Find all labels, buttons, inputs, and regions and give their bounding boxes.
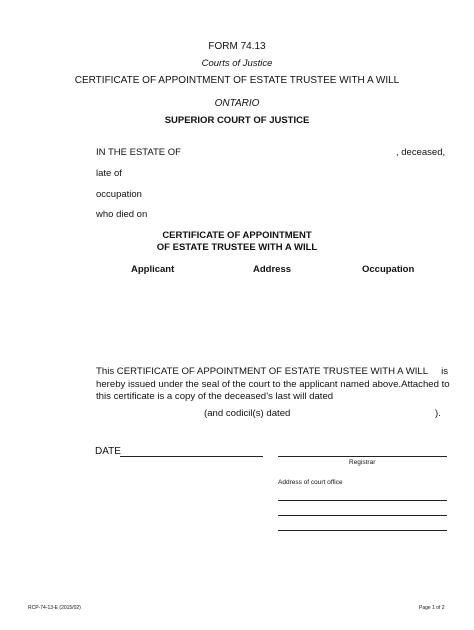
occupation-label: occupation bbox=[96, 189, 142, 200]
occupation-column-header: Occupation bbox=[362, 264, 415, 275]
statement-line-2 bbox=[96, 379, 448, 392]
province: ONTARIO bbox=[214, 98, 260, 109]
statement-line-1 bbox=[96, 366, 448, 379]
certificate-heading-line1: CERTIFICATE OF APPOINTMENT bbox=[162, 230, 312, 241]
page-number: Page 1 of 2 bbox=[419, 605, 445, 611]
statement-line-3 bbox=[96, 391, 448, 404]
form-title: CERTIFICATE OF APPOINTMENT OF ESTATE TRUSTEE WITH A WILL bbox=[74, 75, 400, 86]
form-code: RCP-74-13-E (2015/02) bbox=[28, 605, 81, 611]
address-column-header: Address bbox=[253, 264, 292, 275]
court-name: SUPERIOR COURT OF JUSTICE bbox=[164, 115, 310, 126]
date-signature-line bbox=[120, 456, 263, 457]
who-died-on-label: who died on bbox=[96, 209, 148, 220]
applicant-column-header: Applicant bbox=[131, 264, 175, 275]
form-number: FORM 74.13 bbox=[208, 41, 266, 52]
statement-line-3-text: this certificate is a copy of the deceased’s last will dated bbox=[96, 391, 334, 402]
deceased-label: , deceased, bbox=[396, 147, 446, 158]
registrar-signature-line bbox=[278, 456, 447, 457]
court-address-line-3 bbox=[278, 530, 447, 531]
court-address-line-2 bbox=[278, 515, 447, 516]
late-of-label: late of bbox=[96, 168, 122, 179]
court-address-line-1 bbox=[278, 500, 447, 501]
statement-line-2-end: Attached to bbox=[401, 378, 450, 390]
courts-of-justice: Courts of Justice bbox=[201, 58, 273, 69]
codicil-label: (and codicil(s) dated bbox=[204, 408, 291, 419]
statement-line-2-text: hereby issued under the seal of the court to the applicant named above. bbox=[96, 378, 402, 390]
codicil-close: ). bbox=[435, 408, 441, 419]
date-label: DATE bbox=[95, 446, 121, 457]
registrar-label: Registrar bbox=[349, 459, 376, 466]
certificate-heading-line2: OF ESTATE TRUSTEE WITH A WILL bbox=[156, 242, 318, 253]
statement-line-1-end: is bbox=[441, 366, 448, 377]
court-office-address-label: Address of court office bbox=[278, 479, 343, 486]
statement-line-1-text: This CERTIFICATE OF APPOINTMENT OF ESTATE TRUSTEE WITH A WILL bbox=[96, 366, 429, 377]
in-the-estate-of-label: IN THE ESTATE OF bbox=[96, 147, 181, 158]
certificate-statement bbox=[96, 366, 448, 404]
